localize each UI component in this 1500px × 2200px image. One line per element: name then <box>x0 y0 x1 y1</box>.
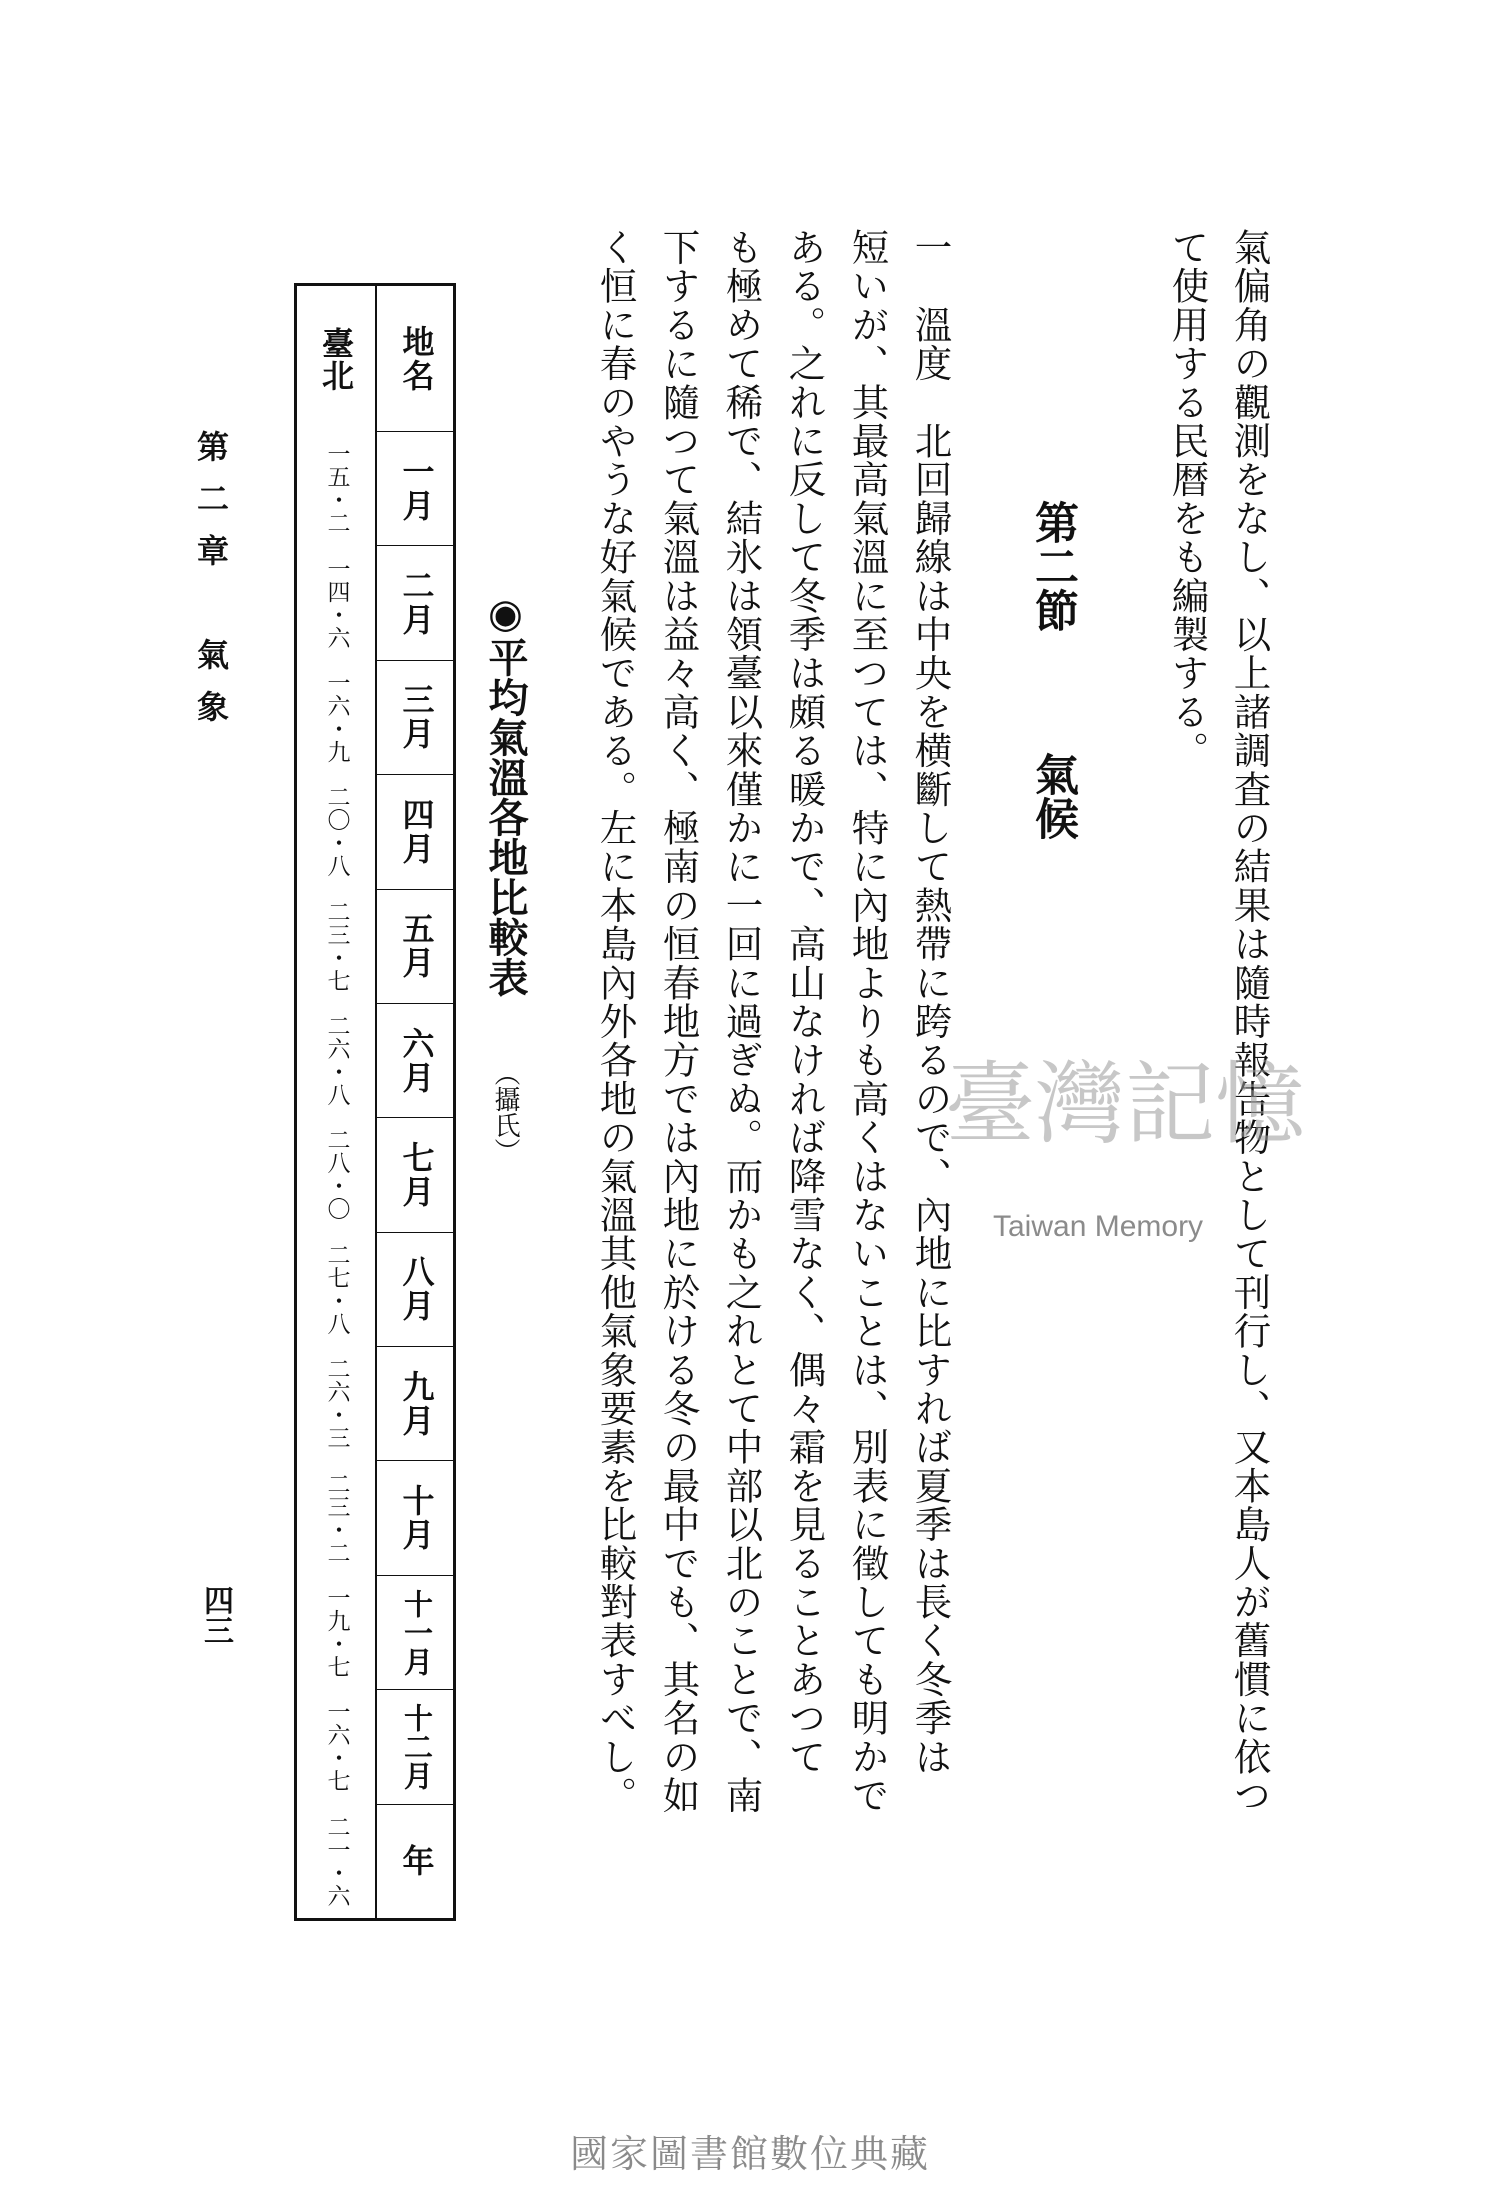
table-month-header <box>377 889 456 1003</box>
section-title-text: 氣候 <box>1027 752 1078 840</box>
running-head: 第二章 氣象 <box>192 430 230 742</box>
table-month-label: 十月 <box>397 1484 436 1553</box>
table-value-cell <box>297 1689 375 1803</box>
table-month-label: 四月 <box>397 797 436 866</box>
table-month-label: 七月 <box>397 1140 436 1209</box>
table-value: 二六・八 <box>323 1014 350 1107</box>
table-month-label: 十二月 <box>400 1703 434 1791</box>
table-value: 一五・二 <box>323 442 350 535</box>
table-value-cell <box>297 1117 375 1231</box>
table-month-header <box>377 1117 456 1231</box>
table-value-cell <box>297 1460 375 1574</box>
text-column-2: て使用する民暦をも編製する。 <box>1165 228 1210 770</box>
table-value: 二〇・八 <box>323 785 350 878</box>
table-value-cell <box>297 1232 375 1346</box>
watermark-subtitle: Taiwan Memory <box>993 1210 1204 1243</box>
text-column-5: ある。之れに反して冬季は頗る暖かで、高山なければ降雪なく、偶々霜を見ることあつて <box>782 228 827 1776</box>
table-month-header <box>377 431 456 545</box>
text-column-3: 一 溫度 北回歸線は中央を横斷して熱帶に跨るので、內地に比すれば夏季は長く冬季は <box>908 228 953 1776</box>
text-column-4: 短いが、其最高氣溫に至つては、特に內地よりも高くはないことは、別表に徵しても明かで <box>845 228 890 1815</box>
text-column-1: 氣偏角の觀測をなし、以上諸調査の結果は隨時報告物として刊行し、又本島人が舊慣に依つ <box>1227 228 1272 1815</box>
table-value-cell <box>297 1346 375 1460</box>
table-value: 一九・七 <box>323 1586 350 1679</box>
table-title: ◉平均氣溫各地比較表 <box>482 590 529 997</box>
table-unit: （攝氏） <box>490 1060 520 1164</box>
table-month-header <box>377 1804 456 1918</box>
section-number: 第二節 <box>1027 500 1078 632</box>
table-value: 一六・九 <box>323 670 350 763</box>
table-month-label: 十一月 <box>400 1589 434 1677</box>
table-value: 二八・〇 <box>323 1128 350 1221</box>
footer-credit: 國家圖書館數位典藏 <box>569 2132 930 2176</box>
watermark-logo <box>945 1052 1305 1250</box>
table-header-place-label <box>377 286 456 431</box>
table-month-header <box>377 1232 456 1346</box>
table-value: 一六・七 <box>323 1700 350 1793</box>
table-month-header <box>377 1003 456 1117</box>
table-place-name: 臺北 <box>317 326 355 391</box>
table-month-header <box>377 1346 456 1460</box>
table-month-label: 六月 <box>397 1026 436 1095</box>
table-value-cell <box>297 889 375 1003</box>
table-month-header <box>377 660 456 774</box>
table-value: 一四・六 <box>323 556 350 649</box>
table-month-label: 年 <box>397 1844 436 1879</box>
table-month-label: 九月 <box>397 1369 436 1438</box>
table-header-text: 地名 <box>397 324 436 393</box>
table-value-cell <box>297 545 375 659</box>
table-month-header <box>377 1689 456 1803</box>
table-month-header <box>377 774 456 888</box>
table-month-label: 八月 <box>397 1255 436 1324</box>
text-column-8: く恒に春のやうな好氣候である。左に本島內外各地の氣溫其他氣象要素を比較對表すべし。 <box>593 228 638 1815</box>
table-value-cell <box>297 1003 375 1117</box>
table-value-cell <box>297 774 375 888</box>
table-month-header <box>377 1460 456 1574</box>
table-month-label: 三月 <box>397 683 436 752</box>
section-heading <box>1027 500 1078 840</box>
table-value: 二一・六 <box>323 1814 350 1907</box>
table-value-cell <box>297 1575 375 1689</box>
table-month-label: 二月 <box>397 569 436 638</box>
table-value: 二七・八 <box>323 1242 350 1335</box>
watermark-glyphs: 臺灣記憶 <box>945 1052 1305 1157</box>
table-row-place <box>297 286 375 431</box>
text-column-6: も極めて稀で、結氷は領臺以來僅かに一回に過ぎぬ。而かも之れとて中部以北のことで、南 <box>719 228 764 1815</box>
table-month-label: 五月 <box>397 912 436 981</box>
page-number: 四三 <box>198 1585 233 1645</box>
table-value-cell <box>297 1804 375 1918</box>
temperature-table <box>294 283 456 1921</box>
table-value-cell <box>297 431 375 545</box>
table-value: 二三・二 <box>323 1471 350 1564</box>
text-column-7: 下するに隨つて氣溫は益々高く、極南の恒春地方では內地に於ける冬の最中でも、其名の如 <box>656 228 701 1815</box>
table-month-header <box>377 545 456 659</box>
table-value: 二三・七 <box>323 899 350 992</box>
table-month-label: 一月 <box>397 454 436 523</box>
table-value: 二六・三 <box>323 1357 350 1450</box>
table-month-header <box>377 1575 456 1689</box>
table-value-cell <box>297 660 375 774</box>
